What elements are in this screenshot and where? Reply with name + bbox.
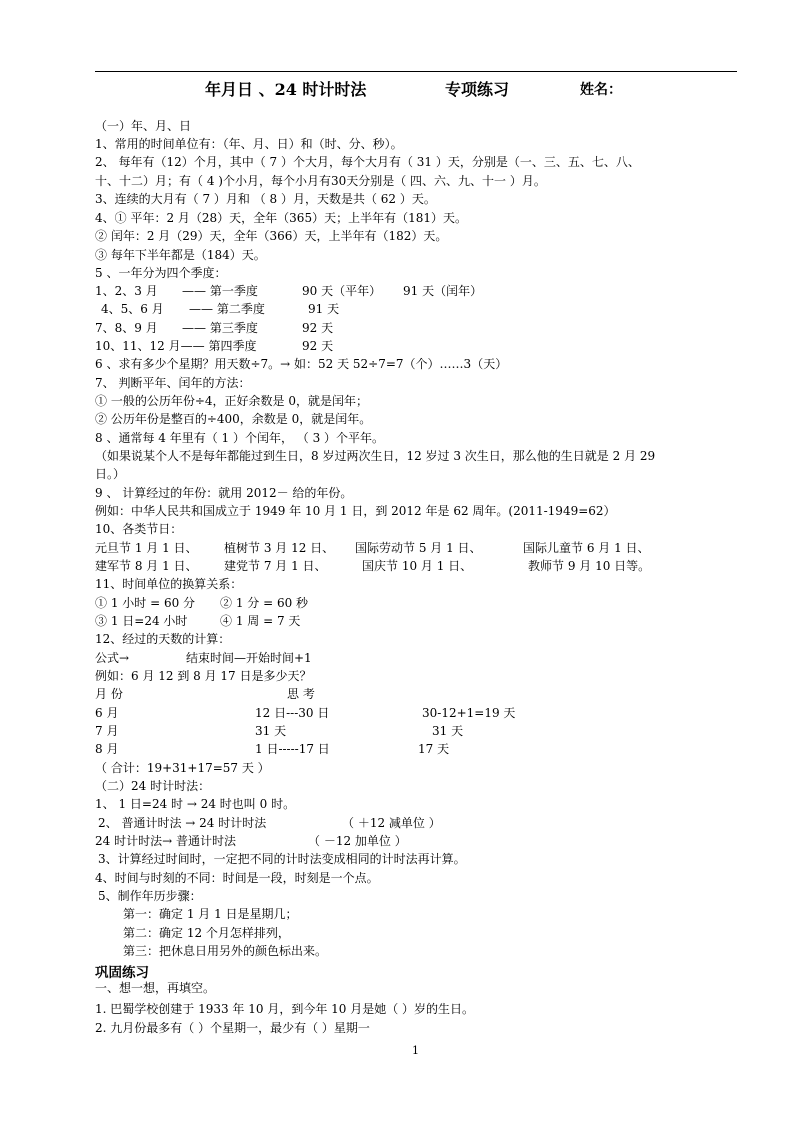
text-line: 5、制作年历步骤： bbox=[98, 889, 202, 903]
text-line: 日。） bbox=[95, 467, 126, 481]
table-cell: 30-12+1=19 天 bbox=[422, 706, 516, 720]
text-line: 11、时间单位的换算关系： bbox=[95, 577, 243, 591]
text-line: 2、 每年有（12）个月，其中（ 7 ）个大月，每个大月有（ 31 ）天，分别是（一、三、五、七、八、 bbox=[95, 155, 640, 169]
text-line: 6 、求有多少个星期？用天数÷7。→ 如：52 天 52÷7=7（个）……3（天） bbox=[95, 357, 508, 371]
quarter-days: 92 天 bbox=[302, 321, 334, 335]
table-header: 思 考 bbox=[287, 687, 315, 701]
holiday-item: 建军节 8 月 1 日、 bbox=[95, 559, 198, 573]
text-line: 12、经过的天数的计算： bbox=[95, 632, 231, 646]
quarter-days: 90 天（平年） bbox=[302, 284, 382, 298]
text-line: （如果说某个人不是每年都能过到生日，8 岁过两次生日，12 岁过 3 次生日，那么他的生日就是 2 月 29 bbox=[95, 449, 656, 463]
text-line: 3、连续的大月有（ 7 ）月和 （ 8 ）月，天数是共（ 62 ）天。 bbox=[95, 192, 436, 206]
page-title bbox=[0, 77, 793, 99]
quarter-days: 92 天 bbox=[302, 339, 334, 353]
holiday-item: 国庆节 10 月 1 日、 bbox=[362, 559, 473, 573]
holiday-item: 建党节 7 月 1 日、 bbox=[224, 559, 327, 573]
text-line: （ －12 加单位 ） bbox=[308, 834, 407, 848]
question-1: 1. 巴蜀学校创建于 1933 年 10 月，到今年 10 月是她（ ）岁的生日。 bbox=[95, 1002, 475, 1016]
holiday-item: 元旦节 1 月 1 日、 bbox=[95, 541, 198, 555]
text-line: ② 闰年：2 月（29）天，全年（366）天，上半年有（182）天。 bbox=[95, 229, 448, 243]
text-line: 第一：确定 1 月 1 日是星期几； bbox=[123, 907, 298, 921]
text-line: 4、时间与时刻的不同：时间是一段，时刻是一个点。 bbox=[95, 871, 379, 885]
text-line: 1、常用的时间单位有：（年、月、日）和（时、分、秒）。 bbox=[95, 137, 403, 151]
text-line: 9 、 计算经过的年份：就用 2012－ 给的年份。 bbox=[95, 486, 353, 500]
name-label: 姓名： bbox=[580, 82, 622, 98]
text-line: 8 、通常每 4 年里有（ 1 ）个闰年， （ 3 ）个平年。 bbox=[95, 431, 385, 445]
page-number: 1 bbox=[412, 1044, 419, 1057]
formula-label: 公式→ bbox=[95, 651, 130, 665]
quarter-months: 1、2、3 月 bbox=[95, 284, 158, 298]
text-line: （ ＋12 减单位 ） bbox=[342, 816, 441, 830]
text-line: 例如：6 月 12 到 8 月 17 日是多少天？ bbox=[95, 669, 312, 683]
table-cell: 1 日-----17 日 bbox=[255, 742, 330, 756]
formula-text: 结束时间—开始时间+1 bbox=[186, 651, 312, 665]
quarter-name: —— 第一季度 bbox=[182, 284, 258, 298]
quarter-name: —— 第二季度 bbox=[189, 302, 265, 316]
conversion-item: ④ 1 周 = 7 天 bbox=[220, 614, 301, 628]
text-line: 3、计算经过时间时，一定把不同的计时法变成相同的计时法再计算。 bbox=[98, 852, 466, 866]
text-line: 10、各类节日： bbox=[95, 522, 183, 536]
holiday-item: 国际劳动节 5 月 1 日、 bbox=[355, 541, 482, 555]
text-line: 第二：确定 12 个月怎样排列， bbox=[123, 926, 290, 940]
text-line: 2、 普通计时法 → 24 时计时法 bbox=[98, 816, 267, 830]
text-line: 5 、一年分为四个季度： bbox=[95, 266, 227, 280]
text-line: （ 合计：19+31+17=57 天 ） bbox=[95, 761, 270, 775]
text-line: 1、 1 日=24 时 → 24 时也叫 0 时。 bbox=[95, 797, 296, 811]
text-line: 例如：中华人民共和国成立于 1949 年 10 月 1 日，到 2012 年是 62 周年。(2011-1949=62） bbox=[95, 504, 616, 518]
header-rule bbox=[95, 71, 737, 72]
text-line: ③ 每年下半年都是（184）天。 bbox=[95, 248, 266, 262]
quarter-name: —— 第三季度 bbox=[182, 321, 258, 335]
table-cell: 7 月 bbox=[95, 724, 119, 738]
text-line: 4、① 平年：2 月（28）天，全年（365）天；上半年有（181）天。 bbox=[95, 211, 467, 225]
conversion-item: ③ 1 日=24 小时 bbox=[95, 614, 188, 628]
holiday-item: 教师节 9 月 10 日等。 bbox=[528, 559, 651, 573]
section-one-heading: （一）年、月、日 bbox=[95, 119, 192, 133]
quarter-months: 7、8、9 月 bbox=[95, 321, 158, 335]
section-two-heading: （二）24 时计时法： bbox=[95, 779, 211, 793]
quarter-months: 10、11、12 月—— 第四季度 bbox=[95, 339, 257, 353]
holiday-item: 植树节 3 月 12 日、 bbox=[224, 541, 335, 555]
quarter-months: 4、5、6 月 bbox=[101, 302, 164, 316]
question-2: 2. 九月份最多有（ ）个星期一，最少有（ ）星期一 bbox=[95, 1021, 370, 1035]
quarter-days-leap: 91 天（闰年） bbox=[403, 284, 483, 298]
table-cell: 17 天 bbox=[418, 742, 450, 756]
text-line: 第三：把休息日用另外的颜色标出来。 bbox=[123, 944, 328, 958]
title-subtitle: 专项练习 bbox=[445, 80, 510, 99]
text-line: 十、十二）月；有（ 4 )个小月，每个小月有30天分别是（ 四、六、九、十一 ）月。 bbox=[95, 174, 546, 188]
conversion-item: ① 1 小时 = 60 分 bbox=[95, 596, 196, 610]
text-line: 24 时计时法→ 普通计时法 bbox=[95, 834, 236, 848]
holiday-item: 国际儿童节 6 月 1 日、 bbox=[523, 541, 650, 555]
table-header: 月 份 bbox=[95, 687, 123, 701]
practice-heading: 巩固练习 bbox=[95, 965, 149, 981]
text-line: 7、 判断平年、闰年的方法： bbox=[95, 376, 251, 390]
table-cell: 31 天 bbox=[432, 724, 464, 738]
table-cell: 6 月 bbox=[95, 706, 119, 720]
practice-intro: 一、想一想，再填空。 bbox=[95, 981, 216, 995]
conversion-item: ② 1 分 = 60 秒 bbox=[220, 596, 309, 610]
quarter-days: 91 天 bbox=[308, 302, 340, 316]
table-cell: 8 月 bbox=[95, 742, 119, 756]
table-cell: 31 天 bbox=[255, 724, 287, 738]
table-cell: 12 日---30 日 bbox=[255, 706, 330, 720]
title-main: 年月日 、24 时计时法 bbox=[205, 80, 367, 99]
text-line: ① 一般的公历年份÷4，正好余数是 0，就是闰年； bbox=[95, 394, 368, 408]
text-line: ② 公历年份是整百的÷400，余数是 0，就是闰年。 bbox=[95, 412, 372, 426]
